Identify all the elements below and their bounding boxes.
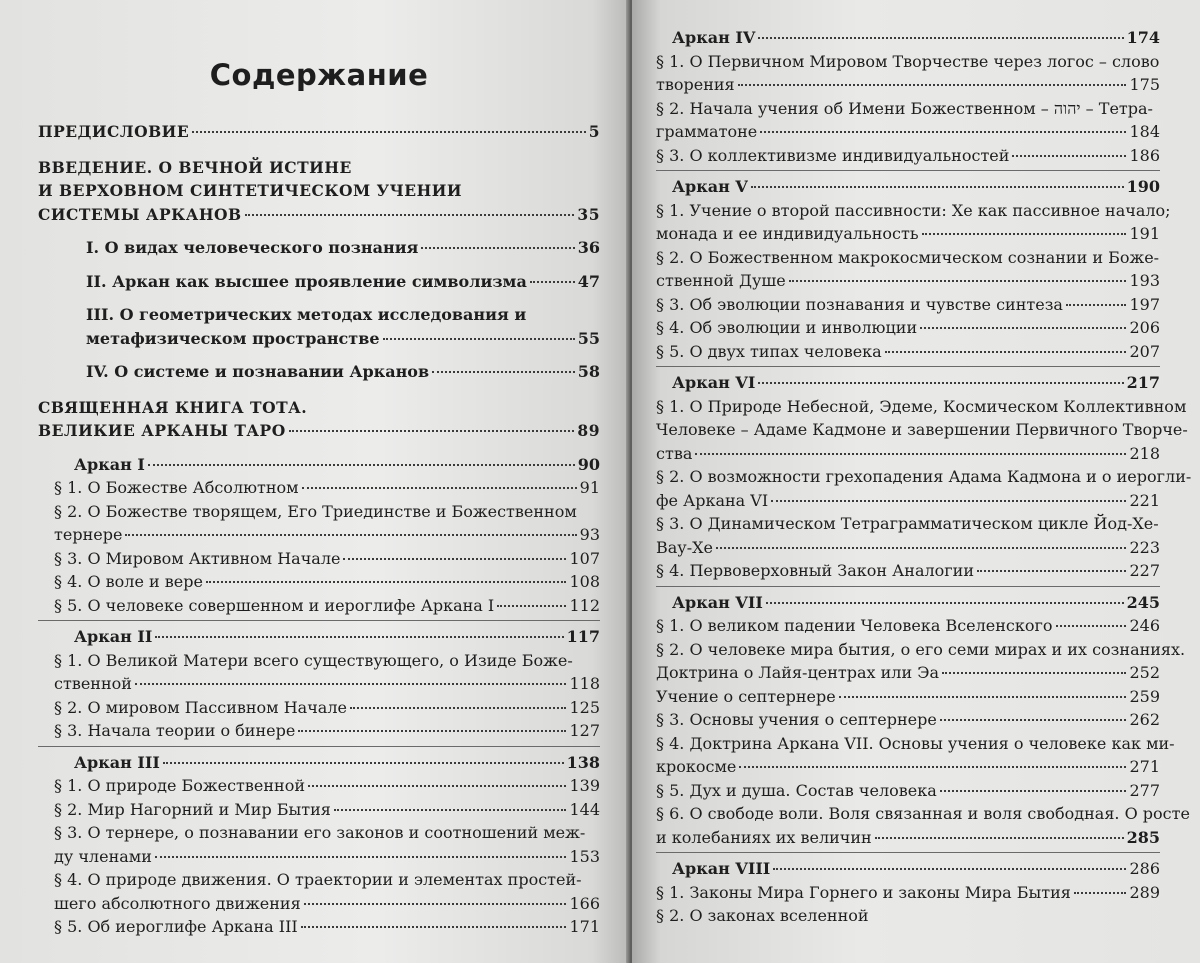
entry-page: 35 — [577, 204, 600, 224]
toc-entry-arkan-6-s3[interactable] — [656, 536, 1160, 560]
arkan-7-s2-line-1: § 2. О человеке мира бытия, о его семи мирах и их сознаниях. — [656, 639, 1186, 659]
dot-leader — [302, 487, 577, 489]
arkan-3-s4-line-1: § 4. О природе движения. О траектории и элементах простей- — [54, 870, 582, 889]
entry-title: Аркан VI — [672, 373, 756, 392]
entry-page: 125 — [569, 697, 600, 717]
dot-leader — [206, 581, 567, 583]
entry-page: 118 — [569, 674, 600, 693]
entry-title: Аркан IV — [672, 28, 756, 47]
dot-leader — [497, 605, 566, 607]
dot-leader — [760, 131, 1126, 133]
toc-entry-preface[interactable] — [38, 120, 600, 144]
entry-page: 127 — [569, 721, 600, 740]
toc-entry-intro-3[interactable] — [86, 327, 600, 351]
dot-leader — [298, 730, 566, 732]
entry-title: ПРЕДИСЛОВИЕ — [38, 122, 190, 141]
entry-title: тернере — [54, 525, 123, 544]
entry-page: 190 — [1126, 177, 1160, 196]
entry-page: 246 — [1129, 616, 1160, 635]
entry-title: и колебаниях их величин — [656, 827, 872, 847]
toc-entry-arkan-5-s4[interactable] — [656, 316, 1160, 340]
arkan-1-s2-line-1: § 2. О Божестве творящем, Его Триединстве и Божественном — [54, 501, 577, 521]
arkan-4-s2-line-1: § 2. Начала учения об Имени Божественном – יהוה – Тетра- — [656, 98, 1153, 118]
section-divider — [38, 620, 600, 621]
section-divider — [656, 852, 1160, 853]
dot-leader — [716, 547, 1126, 549]
toc-entry-arkan-2-s2[interactable] — [54, 696, 600, 720]
entry-page: 223 — [1129, 537, 1160, 557]
entry-page: 184 — [1129, 122, 1160, 141]
entry-page: 166 — [569, 893, 600, 913]
entry-page: 197 — [1129, 294, 1160, 314]
toc-entry-arkan-1-s5[interactable] — [54, 594, 600, 618]
intro-title-line-2: И ВЕРХОВНОМ СИНТЕТИЧЕСКОМ УЧЕНИИ — [38, 181, 463, 200]
entry-page: 36 — [577, 238, 600, 257]
dot-leader — [839, 696, 1127, 698]
dot-leader — [766, 602, 1124, 604]
entry-title: I. О видах человеческого познания — [86, 238, 419, 257]
dot-leader — [155, 856, 567, 858]
entry-title: Вау-Хе — [656, 537, 713, 557]
entry-title: § 4. Об эволюции и инволюции — [656, 318, 918, 337]
dot-leader — [920, 327, 1126, 329]
toc-entry-arkan-5[interactable] — [672, 175, 1160, 199]
dot-leader — [334, 809, 567, 811]
entry-title: § 3. О коллективизме индивидуальностей — [656, 145, 1010, 165]
toc-entry-arkan-7-s5[interactable] — [656, 779, 1160, 803]
entry-page: 139 — [569, 776, 600, 795]
book-title-line-1: СВЯЩЕННАЯ КНИГА ТОТА. — [38, 397, 308, 417]
dot-leader — [738, 84, 1127, 86]
entry-title: Аркан VIII — [672, 859, 771, 878]
toc-entry-arkan-6[interactable] — [672, 371, 1160, 395]
entry-title: § 3. Основы учения о септернере — [656, 710, 937, 729]
dot-leader — [942, 672, 1126, 674]
entry-title: IV. О системе и познавании Арканов — [86, 362, 430, 381]
entry-page: 186 — [1129, 145, 1160, 165]
toc-heading: Содержание — [209, 58, 429, 92]
dot-leader — [1074, 892, 1127, 894]
entry-page: 153 — [569, 846, 600, 866]
entry-title: § 1. О Божестве Абсолютном — [54, 478, 299, 497]
entry-page: 138 — [566, 752, 600, 772]
toc-entry-arkan-7-s2[interactable] — [656, 661, 1160, 685]
entry-page: 89 — [577, 421, 600, 440]
entry-page: 262 — [1129, 710, 1160, 729]
arkan-5-s1-line-1: § 1. Учение о второй пассивности: Хе как пассивное начало; — [656, 200, 1171, 220]
arkan-5-s2-line-1: § 2. О Божественном макрокосмическом сознании и Боже- — [656, 247, 1160, 267]
entry-page: 277 — [1129, 780, 1160, 800]
arkan-3-s3-line-1: § 3. О тернере, о познавании его законов и соотношений меж- — [54, 823, 586, 842]
entry-title: Аркан I — [74, 454, 145, 474]
entry-title: § 3. О Мировом Активном Начале — [54, 548, 341, 568]
dot-leader — [301, 926, 567, 928]
toc-entry-arkan-1-s3[interactable] — [54, 547, 600, 571]
arkan-6-s2-line-1: § 2. О возможности грехопадения Адама Кадмона и о иерогли- — [656, 467, 1192, 486]
dot-leader — [739, 766, 1126, 768]
entry-page: 227 — [1129, 561, 1160, 580]
entry-title: § 1. Законы Мира Горнего и законы Мира Бытия — [656, 882, 1071, 902]
toc-entry-arkan-4-s1[interactable] — [656, 73, 1160, 97]
entry-title: § 5. Дух и душа. Состав человека — [656, 780, 937, 800]
entry-title: Аркан VII — [672, 592, 763, 612]
dot-leader — [940, 790, 1127, 792]
toc-entry-arkan-6-s4[interactable] — [656, 559, 1160, 583]
dot-leader — [421, 247, 574, 249]
entry-title: СИСТЕМЫ АРКАНОВ — [38, 204, 242, 224]
toc-entry-arkan-2-s1[interactable] — [54, 672, 600, 696]
entry-page: 217 — [1126, 373, 1160, 392]
entry-page: 112 — [569, 595, 600, 615]
toc-entry-book[interactable] — [38, 419, 600, 443]
dot-leader — [289, 430, 575, 432]
entry-title: Аркан V — [672, 177, 748, 196]
entry-title: грамматоне — [656, 122, 758, 141]
toc-entry-arkan-7-septerner[interactable] — [656, 685, 1160, 709]
toc-entry-arkan-5-s3[interactable] — [656, 293, 1160, 317]
toc-entry-arkan-5-s5[interactable] — [656, 340, 1160, 364]
entry-title: II. Аркан как высшее проявление символизма — [86, 271, 527, 291]
dot-leader — [135, 683, 567, 685]
toc-entry-arkan-1-s4[interactable] — [54, 570, 600, 594]
toc-entry-arkan-2[interactable] — [74, 625, 600, 649]
toc-entry-arkan-8[interactable] — [672, 857, 1160, 881]
entry-page: 55 — [577, 328, 600, 348]
entry-title: ственной — [54, 674, 132, 693]
entry-title: § 3. Начала теории о бинере — [54, 721, 296, 740]
arkan-2-s1-line-1: § 1. О Великой Матери всего существующего, о Изиде Боже- — [54, 650, 573, 670]
arkan-6-s3-line-1: § 3. О Динамическом Тетраграмматическом цикле Йод-Хе- — [656, 514, 1159, 533]
toc-entry-intro-2[interactable] — [86, 270, 600, 294]
entry-page: 58 — [577, 362, 600, 381]
toc-entry-arkan-3-s1[interactable] — [54, 774, 600, 798]
toc-entry-arkan-4-s3[interactable] — [656, 144, 1160, 168]
dot-leader — [163, 762, 564, 764]
toc-entry-arkan-8-s2[interactable]: § 2. О законах вселенной — [656, 906, 869, 925]
arkan-4-s1-line-1: § 1. О Первичном Мировом Творчестве через логос – слово — [656, 51, 1160, 71]
dot-leader — [758, 37, 1123, 39]
section-divider — [656, 586, 1160, 587]
toc-entry-intro[interactable] — [38, 203, 600, 227]
dot-leader — [155, 636, 563, 638]
entry-page: 221 — [1129, 490, 1160, 510]
entry-page: 174 — [1126, 28, 1160, 47]
dot-leader — [758, 382, 1123, 384]
entry-page: 5 — [588, 122, 600, 141]
entry-page: 206 — [1129, 318, 1160, 337]
toc-entry-arkan-4-s2[interactable] — [656, 120, 1160, 144]
toc-entry-arkan-5-s2[interactable] — [656, 269, 1160, 293]
toc-entry-intro-1[interactable] — [86, 236, 600, 260]
section-divider — [38, 746, 600, 747]
entry-page: 107 — [569, 548, 600, 568]
dot-leader — [530, 281, 575, 283]
entry-page: 171 — [569, 917, 600, 936]
toc-entry-arkan-7-s6[interactable] — [656, 826, 1160, 850]
intro-title-line-1: ВВЕДЕНИЕ. О ВЕЧНОЙ ИСТИНЕ — [38, 157, 352, 177]
arkan-6-s1-line-1: § 1. О Природе Небесной, Эдеме, Космическом Коллективном — [656, 396, 1187, 416]
entry-title: Аркан III — [74, 752, 160, 772]
entry-title: метафизическом пространстве — [86, 328, 380, 348]
toc-entry-arkan-4[interactable] — [672, 26, 1160, 50]
dot-leader — [771, 500, 1126, 502]
dot-leader — [875, 837, 1124, 839]
toc-entry-arkan-1-s1[interactable] — [54, 476, 600, 500]
dot-leader — [1056, 625, 1127, 627]
entry-page: 285 — [1126, 827, 1160, 847]
entry-title: § 4. Первоверховный Закон Аналогии — [656, 561, 974, 580]
entry-title: Доктрина о Лайя-центрах или Эа — [656, 663, 939, 682]
toc-entry-arkan-2-s3[interactable] — [54, 719, 600, 743]
dot-leader — [773, 868, 1126, 870]
entry-page: 245 — [1126, 592, 1160, 612]
entry-title: § 5. О двух типах человека — [656, 341, 882, 361]
entry-title: монада и ее индивидуальность — [656, 224, 919, 243]
toc-entry-arkan-7-s4[interactable] — [656, 755, 1160, 779]
dot-leader — [245, 214, 575, 216]
dot-leader — [192, 131, 586, 133]
dot-leader — [350, 707, 567, 709]
toc-entry-arkan-8-s1[interactable] — [656, 881, 1160, 905]
entry-title: крокосме — [656, 757, 737, 776]
dot-leader — [1012, 155, 1126, 157]
entry-page: 259 — [1129, 686, 1160, 706]
entry-page: 90 — [577, 454, 600, 474]
entry-title: § 1. О великом падении Человека Вселенского — [656, 616, 1053, 635]
entry-page: 47 — [577, 271, 600, 291]
entry-page: 191 — [1129, 224, 1160, 243]
entry-title: § 4. О воле и вере — [54, 572, 203, 591]
intro-3-line-1: III. О геометрических методах исследования и — [86, 305, 527, 324]
toc-entry-arkan-3[interactable] — [74, 751, 600, 775]
entry-page: 93 — [579, 525, 600, 544]
toc-entry-arkan-3-s5[interactable] — [54, 915, 600, 939]
toc-entry-arkan-7[interactable] — [672, 591, 1160, 615]
entry-page: 108 — [569, 572, 600, 591]
entry-page: 193 — [1129, 271, 1160, 290]
dot-leader — [432, 371, 575, 373]
dot-leader — [751, 186, 1124, 188]
entry-title: ства — [656, 443, 693, 463]
entry-title: творения — [656, 75, 735, 94]
dot-leader — [125, 534, 576, 536]
dot-leader — [383, 338, 575, 340]
toc-entry-arkan-1[interactable] — [74, 453, 600, 477]
entry-title: Аркан II — [74, 627, 153, 646]
entry-title: § 2. О мировом Пассивном Начале — [54, 697, 347, 717]
toc-entry-arkan-3-s3[interactable] — [54, 845, 600, 869]
entry-page: 289 — [1129, 882, 1160, 902]
dot-leader — [148, 464, 575, 466]
dot-leader — [343, 558, 566, 560]
dot-leader — [308, 785, 566, 787]
entry-title: § 3. Об эволюции познавания и чувстве синтеза — [656, 294, 1063, 314]
dot-leader — [304, 903, 567, 905]
entry-page: 144 — [569, 799, 600, 819]
toc-entry-arkan-3-s2[interactable] — [54, 798, 600, 822]
entry-title: шего абсолютного движения — [54, 893, 301, 913]
toc-entry-arkan-1-s2[interactable] — [54, 523, 600, 547]
entry-page: 117 — [566, 627, 600, 646]
entry-page: 252 — [1129, 663, 1160, 682]
dot-leader — [922, 233, 1127, 235]
dot-leader — [1066, 304, 1127, 306]
toc-entry-arkan-5-s1[interactable] — [656, 222, 1160, 246]
dot-leader — [940, 719, 1127, 721]
arkan-7-s4-line-1: § 4. Доктрина Аркана VII. Основы учения о человеке как ми- — [656, 733, 1175, 753]
arkan-7-s6-line-1: § 6. О свободе воли. Воля связанная и воля свободная. О росте — [656, 804, 1190, 823]
entry-title: § 2. Мир Нагорний и Мир Бытия — [54, 799, 331, 819]
entry-title: § 5. О человеке совершенном и иероглифе Аркана I — [54, 595, 495, 615]
entry-title: фе Аркана VI — [656, 490, 769, 510]
right-page — [632, 0, 1200, 963]
toc-entry-arkan-7-s3[interactable] — [656, 708, 1160, 732]
dot-leader — [789, 280, 1127, 282]
entry-page: 286 — [1129, 859, 1160, 878]
entry-title: ду членами — [54, 846, 152, 866]
dot-leader — [885, 351, 1127, 353]
toc-entry-intro-4[interactable] — [86, 360, 600, 384]
entry-title: § 5. Об иероглифе Аркана III — [54, 917, 298, 936]
entry-page: 271 — [1129, 757, 1160, 776]
entry-page: 218 — [1129, 443, 1160, 463]
entry-page: 207 — [1129, 341, 1160, 361]
toc-entry-arkan-6-s1[interactable] — [656, 442, 1160, 466]
section-divider — [656, 170, 1160, 171]
entry-page: 91 — [579, 478, 600, 497]
entry-title: ственной Душе — [656, 271, 786, 290]
dot-leader — [977, 570, 1126, 572]
entry-title: Учение о септернере — [656, 686, 836, 706]
section-divider — [656, 366, 1160, 367]
toc-entry-arkan-7-s1[interactable] — [656, 614, 1160, 638]
toc-entry-arkan-3-s4[interactable] — [54, 892, 600, 916]
entry-title: ВЕЛИКИЕ АРКАНЫ ТАРО — [38, 421, 286, 440]
entry-title: § 1. О природе Божественной — [54, 776, 305, 795]
toc-entry-arkan-6-s2[interactable] — [656, 489, 1160, 513]
entry-page: 175 — [1129, 75, 1160, 94]
arkan-6-s1-line-2: Человеке – Адаме Кадмоне и завершении Первичного Творче- — [656, 420, 1188, 439]
dot-leader — [695, 453, 1126, 455]
